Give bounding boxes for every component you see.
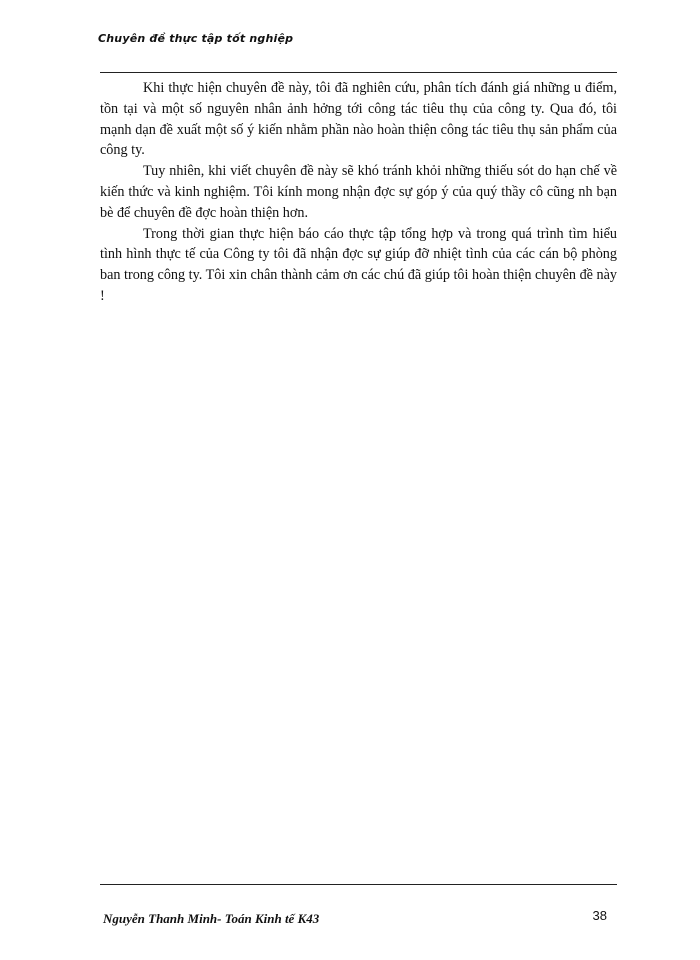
paragraph-3: Trong thời gian thực hiện báo cáo thực tập tổng hợp và trong quá trình tìm hiểu tình hình thực tế của Công ty tôi đã nhận đợc sự giúp đỡ nhiệt tình của các cán bộ phòng ban trong công ty. Tôi xin chân thành cảm ơn các chú đã giúp tôi hoàn thiện chuyên đề này ! — [100, 225, 617, 304]
footer-author: Nguyễn Thanh Minh- Toán Kinh tế K43 — [103, 911, 320, 926]
paragraph-2: Tuy nhiên, khi viết chuyên đề này sẽ khó tránh khỏi những thiếu sót do hạn chế về kiến thức và kinh nghiệm. Tôi kính mong nhận đợc sự góp ý của quý thầy cô cũng nh bạn bè để chuyên đề đợc hoàn thiện hơn. — [100, 163, 617, 221]
footer-divider — [100, 884, 617, 885]
header-divider — [100, 72, 617, 73]
document-body — [100, 78, 617, 307]
paragraph-1: Khi thực hiện chuyên đề này, tôi đã nghiên cứu, phân tích đánh giá những u điểm, tồn tại và một số nguyên nhân ảnh hởng tới công tác tiêu thụ của công ty. Qua đó, tôi mạnh dạn đề xuất một số ý kiến nhằm phần nào hoàn thiện công tác tiêu thụ sản phẩm của công ty. — [100, 80, 617, 159]
page-number: 38 — [592, 908, 607, 923]
page-header-title: Chuyên đề thực tập tốt nghiệp — [98, 32, 294, 45]
